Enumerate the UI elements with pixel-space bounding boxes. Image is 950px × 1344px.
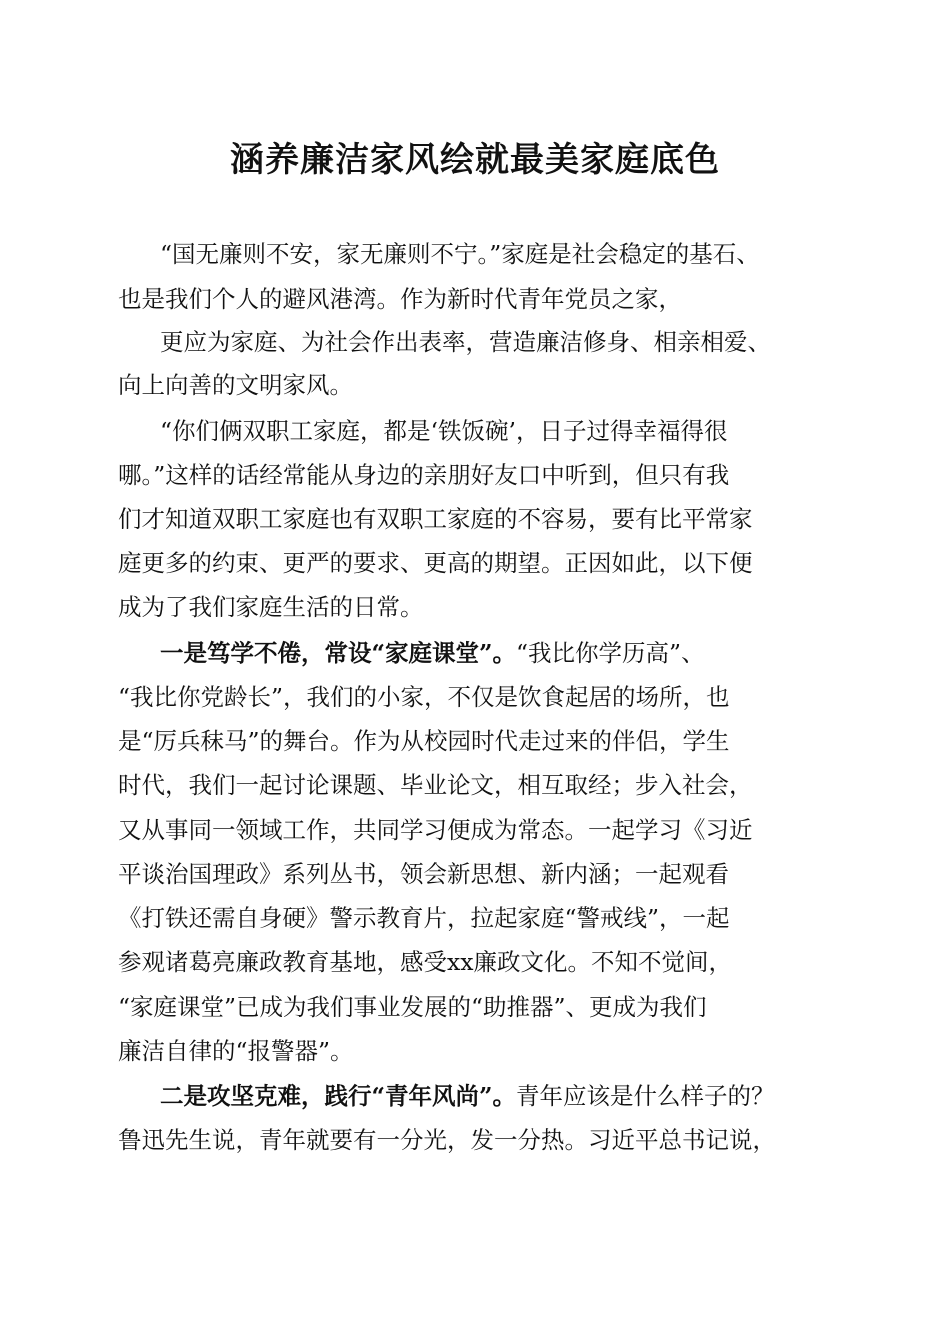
paragraph-3-line-4: 庭更多的约束、更严的要求、更高的期望。正因如此，以下便 <box>118 549 753 577</box>
paragraph-4-lead: 一是笃学不倦，常设“家庭课堂”。 <box>160 639 517 667</box>
paragraph-4-line-6: 平谈治国理政》系列丛书，领会新思想、新内涵；一起观看 <box>118 860 729 888</box>
paragraph-5-line-1 <box>160 1076 775 1116</box>
paragraph-5-line-1-text: 青年应该是什么样子的？ <box>516 1082 775 1110</box>
paragraph-4-line-7: 《打铁还需自身硬》警示教育片，拉起家庭“警戒线”，一起 <box>118 904 730 932</box>
paragraph-3-line-3: 们才知道双职工家庭也有双职工家庭的不容易，要有比平常家 <box>118 505 753 533</box>
paragraph-4-line-1 <box>160 633 705 673</box>
paragraph-4-line-9: “家庭课堂”已成为我们事业发展的“助推器”、更成为我们 <box>118 993 707 1021</box>
paragraph-5-line-2: 鲁迅先生说，青年就要有一分光，发一分热。习近平总书记说， <box>118 1126 776 1154</box>
paragraph-1-line-2: 也是我们个人的避风港湾。作为新时代青年党员之家， <box>118 285 682 313</box>
paragraph-2-line-1: 更应为家庭、为社会作出表率，营造廉洁修身、相亲相爱、 <box>160 328 771 356</box>
document-title: 涵养廉洁家风绘就最美家庭底色 <box>230 140 720 180</box>
paragraph-3-line-1: “你们俩双职工家庭，都是‘铁饭碗’，日子过得幸福得很 <box>160 417 728 445</box>
paragraph-5-lead: 二是攻坚克难，践行“青年风尚”。 <box>160 1082 517 1110</box>
paragraph-3-line-2: 哪。”这样的话经常能从身边的亲朋好友口中听到，但只有我 <box>118 461 730 489</box>
paragraph-4-line-2: “我比你党龄长”，我们的小家，不仅是饮食起居的场所，也 <box>118 683 730 711</box>
paragraph-4-line-8: 参观诸葛亮廉政教育基地，感受xx廉政文化。不知不觉间， <box>118 948 733 976</box>
paragraph-3-line-5: 成为了我们家庭生活的日常。 <box>118 593 424 621</box>
paragraph-2-line-2: 向上向善的文明家风。 <box>118 371 353 399</box>
paragraph-4-line-5: 又从事同一领域工作，共同学习便成为常态。一起学习《习近 <box>118 816 753 844</box>
paragraph-1-line-1: “国无廉则不安，家无廉则不宁。”家庭是社会稳定的基石、 <box>160 240 760 268</box>
paragraph-4-line-3: 是“厉兵秣马”的舞台。作为从校园时代走过来的伴侣，学生 <box>118 727 730 755</box>
paragraph-4-line-1-text: “我比你学历高”、 <box>516 639 705 667</box>
paragraph-4-line-10: 廉洁自律的“报警器”。 <box>118 1037 354 1065</box>
paragraph-4-line-4: 时代，我们一起讨论课题、毕业论文，相互取经；步入社会， <box>118 771 753 799</box>
